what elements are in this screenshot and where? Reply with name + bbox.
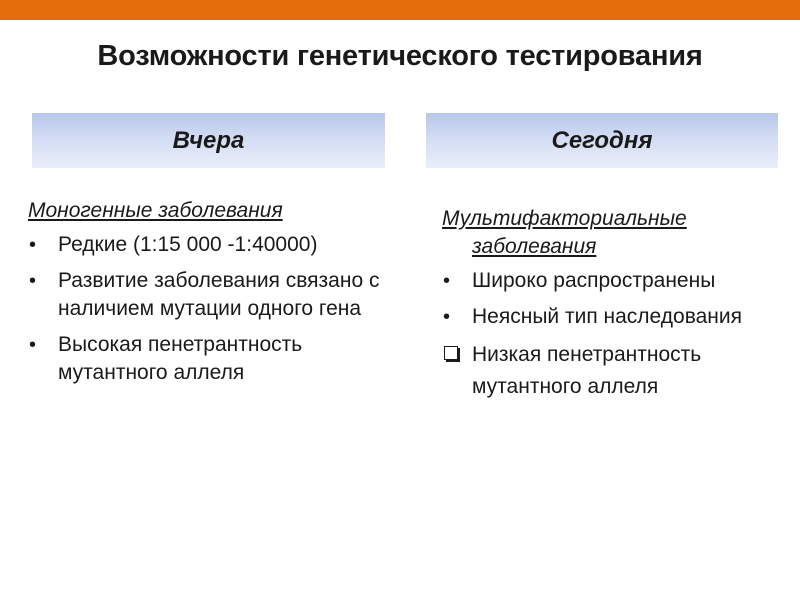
top-accent-bar	[0, 0, 800, 20]
list-yesterday	[28, 231, 398, 387]
bullet-icon: •	[29, 334, 37, 356]
list-item	[28, 267, 398, 323]
list-item-text: Развитие заболевания связано с наличием мутации одного гена	[58, 269, 380, 320]
header-today-label: Сегодня	[551, 126, 653, 154]
bullet-icon: •	[443, 270, 451, 292]
list-item-text: Широко распространены	[472, 269, 716, 292]
bullet-icon: •	[29, 270, 37, 292]
list-today	[442, 267, 782, 403]
checkbox-square-bullet-icon	[444, 346, 458, 360]
bullet-icon: •	[29, 234, 37, 256]
subhead-multifactorial: Мультифакториальные заболевания	[442, 207, 687, 258]
header-yesterday	[32, 113, 385, 168]
list-item-text: Редкие (1:15 000 -1:40000)	[58, 233, 318, 256]
list-item-text: Неясный тип наследования	[472, 305, 743, 328]
column-today	[442, 205, 782, 411]
list-item	[28, 231, 398, 259]
bullet-icon: •	[443, 306, 451, 328]
list-item	[442, 339, 782, 403]
header-today	[426, 113, 778, 168]
list-item	[442, 267, 782, 295]
slide-title: Возможности генетического тестирования	[97, 40, 703, 72]
column-yesterday	[28, 197, 398, 395]
list-item	[442, 303, 782, 331]
header-yesterday-label: Вчера	[172, 126, 245, 154]
list-item	[28, 331, 398, 387]
list-item-text: Низкая пенетрантность мутантного аллеля	[472, 343, 702, 398]
subhead-monogenic: Моногенные заболевания	[28, 199, 283, 222]
list-item-text: Высокая пенетрантность мутантного аллеля	[58, 333, 303, 384]
